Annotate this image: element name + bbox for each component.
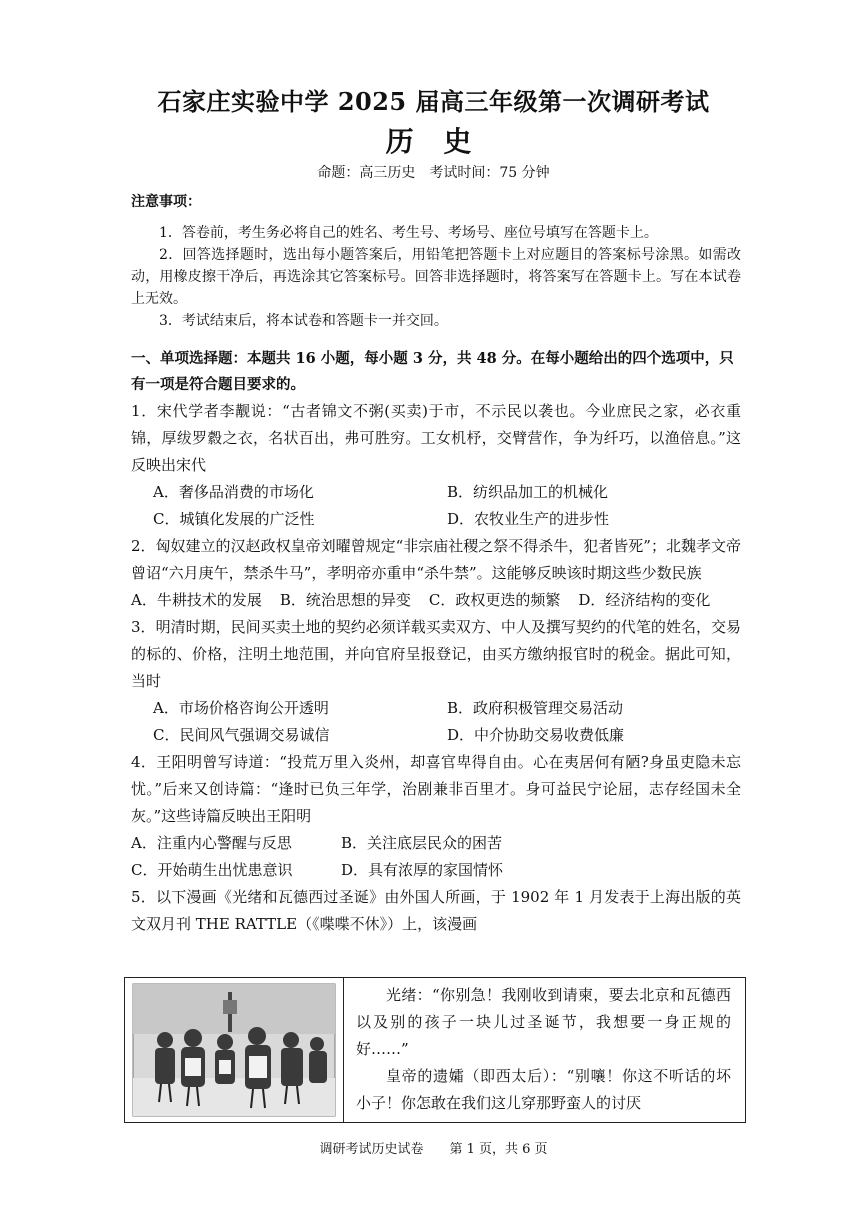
option-d: D．中介协助交易收费低廉 xyxy=(447,726,625,744)
question-3-options xyxy=(131,695,741,749)
exam-title: 石家庄实验中学 2025 届高三年级第一次调研考试 xyxy=(157,87,710,116)
question-5-stem: 5．以下漫画《光绪和瓦德西过圣诞》由外国人所画，于 1902 年 1 月发表于上海出版的英文双月刊 THE RATTLE（《喋喋不休》）上，该漫画 xyxy=(131,888,741,933)
option-b: B．政府积极管理交易活动 xyxy=(447,699,624,717)
option-a: A．牛耕技术的发展 xyxy=(131,591,262,609)
option-d: D．具有浓厚的家国情怀 xyxy=(341,861,504,879)
option-a: A．注重内心警醒与反思 xyxy=(131,834,292,852)
question-2-stem: 2．匈奴建立的汉赵政权皇帝刘曜曾规定“非宗庙社稷之祭不得杀牛，犯者皆死”；北魏孝文帝曾诏“六月庚午，禁杀牛马”，孝明帝亦重申“杀牛禁”。这能够反映该时期这些少数民族 xyxy=(131,537,741,582)
option-c: C．开始萌生出忧患意识 xyxy=(131,861,293,879)
exam-content xyxy=(131,190,741,938)
cartoon-figure xyxy=(124,977,746,1123)
option-a: A．奢侈品消费的市场化 xyxy=(153,483,314,501)
question-3-stem: 3．明清时期，民间买卖土地的契约必须详载买卖双方、中人及撰写契约的代笔的姓名，交易的标的、价格，注明土地范围，并向官府呈报登记，由买方缴纳报官时的税金。据此可知，当时 xyxy=(131,618,741,690)
question-1-options xyxy=(131,479,741,533)
note-item: 3．考试结束后，将本试卷和答题卡一并交回。 xyxy=(159,313,448,329)
caption-guangxu: 光绪：“你别急！我刚收到请柬，要去北京和瓦德西以及别的孩子一块儿过圣诞节，我想要一身正规的好……” xyxy=(356,986,731,1058)
option-a: A．市场价格咨询公开透明 xyxy=(153,699,329,717)
question-2-options xyxy=(131,587,741,614)
option-d: D．农牧业生产的进步性 xyxy=(447,510,610,528)
option-b: B．关注底层民众的困苦 xyxy=(341,834,503,852)
exam-meta: 命题：高三历史 考试时间：75 分钟 xyxy=(317,165,550,181)
question-4-stem: 4．王阳明曾写诗道：“投荒万里入炎州，却喜官卑得自由。心在夷居何有陋?身虽吏隐未忘忧。”后来又创诗篇：“逢时已负三年学，治剧兼非百里才。身可益民宁论屈，志存经国未全灰。”这些诗篇反映出王阳明 xyxy=(131,753,741,825)
notes-heading: 注意事项： xyxy=(131,194,201,210)
question-1-stem: 1．宋代学者李觏说：“古者锦文不粥(买卖)于市，不示民以袭也。今业庶民之家，必衣重锦，厚绂罗縠之衣，名状百出，弗可胜穷。工女机杼，交臂营作，争为纤巧，以渔倍息。”这反映出宋代 xyxy=(131,402,741,474)
note-item: 2．回答选择题时，选出每小题答案后，用铅笔把答题卡上对应题目的答案标号涂黑。如需改动，用橡皮擦干净后，再选涂其它答案标号。回答非选择题时，将答案写在答题卡上。写在本试卷上无效。 xyxy=(131,247,741,307)
option-c: C．民间风气强调交易诚信 xyxy=(153,726,330,744)
cartoon-caption xyxy=(344,978,745,1122)
note-item: 1．答卷前，考生务必将自己的姓名、考生号、考场号、座位号填写在答题卡上。 xyxy=(159,225,658,241)
subject-title: 历 史 xyxy=(385,125,482,158)
cartoon-image xyxy=(125,978,344,1122)
option-d: D．经济结构的变化 xyxy=(578,591,711,609)
cartoon-illustration xyxy=(125,978,343,1122)
question-4-options xyxy=(131,830,741,884)
section-heading: 一、单项选择题：本题共 16 小题，每小题 3 分，共 48 分。在每小题给出的四个选项中，只有一项是符合题目要求的。 xyxy=(131,350,734,393)
option-b: B．统治思想的异变 xyxy=(279,591,411,609)
option-b: B．纺织品加工的机械化 xyxy=(447,483,609,501)
option-c: C．政权更迭的频繁 xyxy=(428,591,561,609)
caption-empress: 皇帝的遗孀（即西太后）：“别嚷！你这不听话的坏小子！你怎敢在我们这儿穿那野蛮人的讨厌 xyxy=(356,1067,731,1112)
page-footer: 调研考试历史试卷 第 1 页，共 6 页 xyxy=(319,1142,548,1157)
option-c: C．城镇化发展的广泛性 xyxy=(153,510,315,528)
